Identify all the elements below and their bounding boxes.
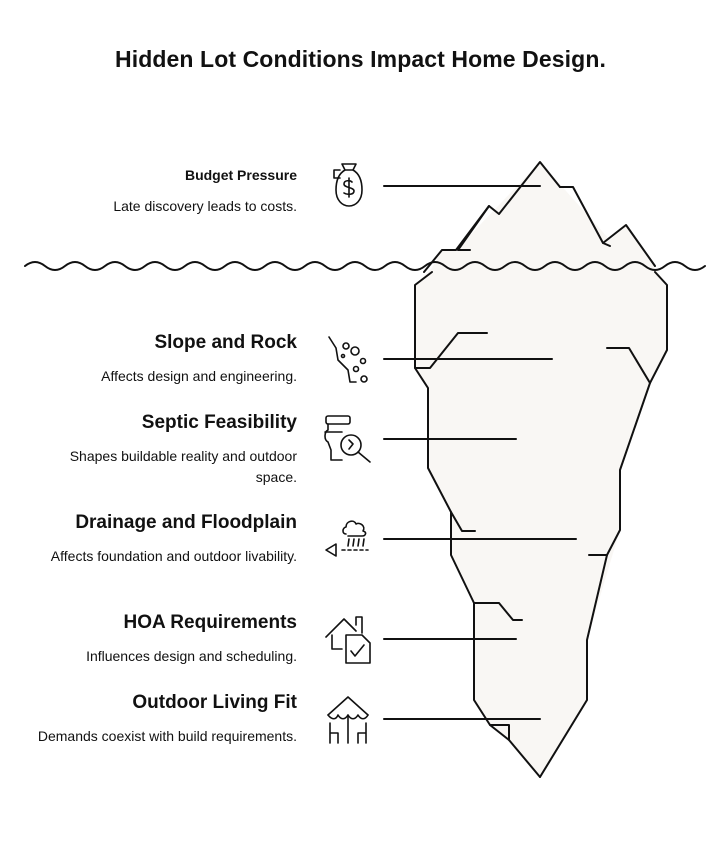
item-desc-budget-pressure: Late discovery leads to costs. xyxy=(113,198,297,214)
item-desc-septic-feasibility: Shapes buildable reality and outdoor space. xyxy=(69,448,297,485)
diagram-title: Hidden Lot Conditions Impact Home Design. xyxy=(115,46,606,72)
money-bag-icon xyxy=(328,160,368,210)
toilet-inspection-icon xyxy=(322,412,374,466)
item-title-outdoor-living-fit: Outdoor Living Fit xyxy=(132,692,297,713)
item-desc-drainage-and-floodplain: Affects foundation and outdoor livability. xyxy=(50,548,297,564)
item-desc-outdoor-living-fit: Demands coexist with build requirements. xyxy=(37,728,297,744)
item-title-budget-pressure: Budget Pressure xyxy=(184,167,297,183)
rain-cloud-icon xyxy=(322,512,372,562)
rock-slope-icon xyxy=(326,334,372,386)
iceberg-submerged-fill xyxy=(415,268,667,777)
item-title-septic-feasibility: Septic Feasibility xyxy=(141,412,297,433)
item-title-slope-and-rock: Slope and Rock xyxy=(154,332,297,353)
item-title-drainage-and-floodplain: Drainage and Floodplain xyxy=(75,512,297,533)
item-title-hoa-requirements: HOA Requirements xyxy=(123,612,297,633)
item-desc-slope-and-rock: Affects design and engineering. xyxy=(101,368,297,384)
item-desc-hoa-requirements: Influences design and scheduling. xyxy=(86,648,297,664)
iceberg-tip-fill xyxy=(432,162,655,268)
house-document-icon xyxy=(322,613,374,665)
patio-umbrella-icon xyxy=(324,693,372,745)
